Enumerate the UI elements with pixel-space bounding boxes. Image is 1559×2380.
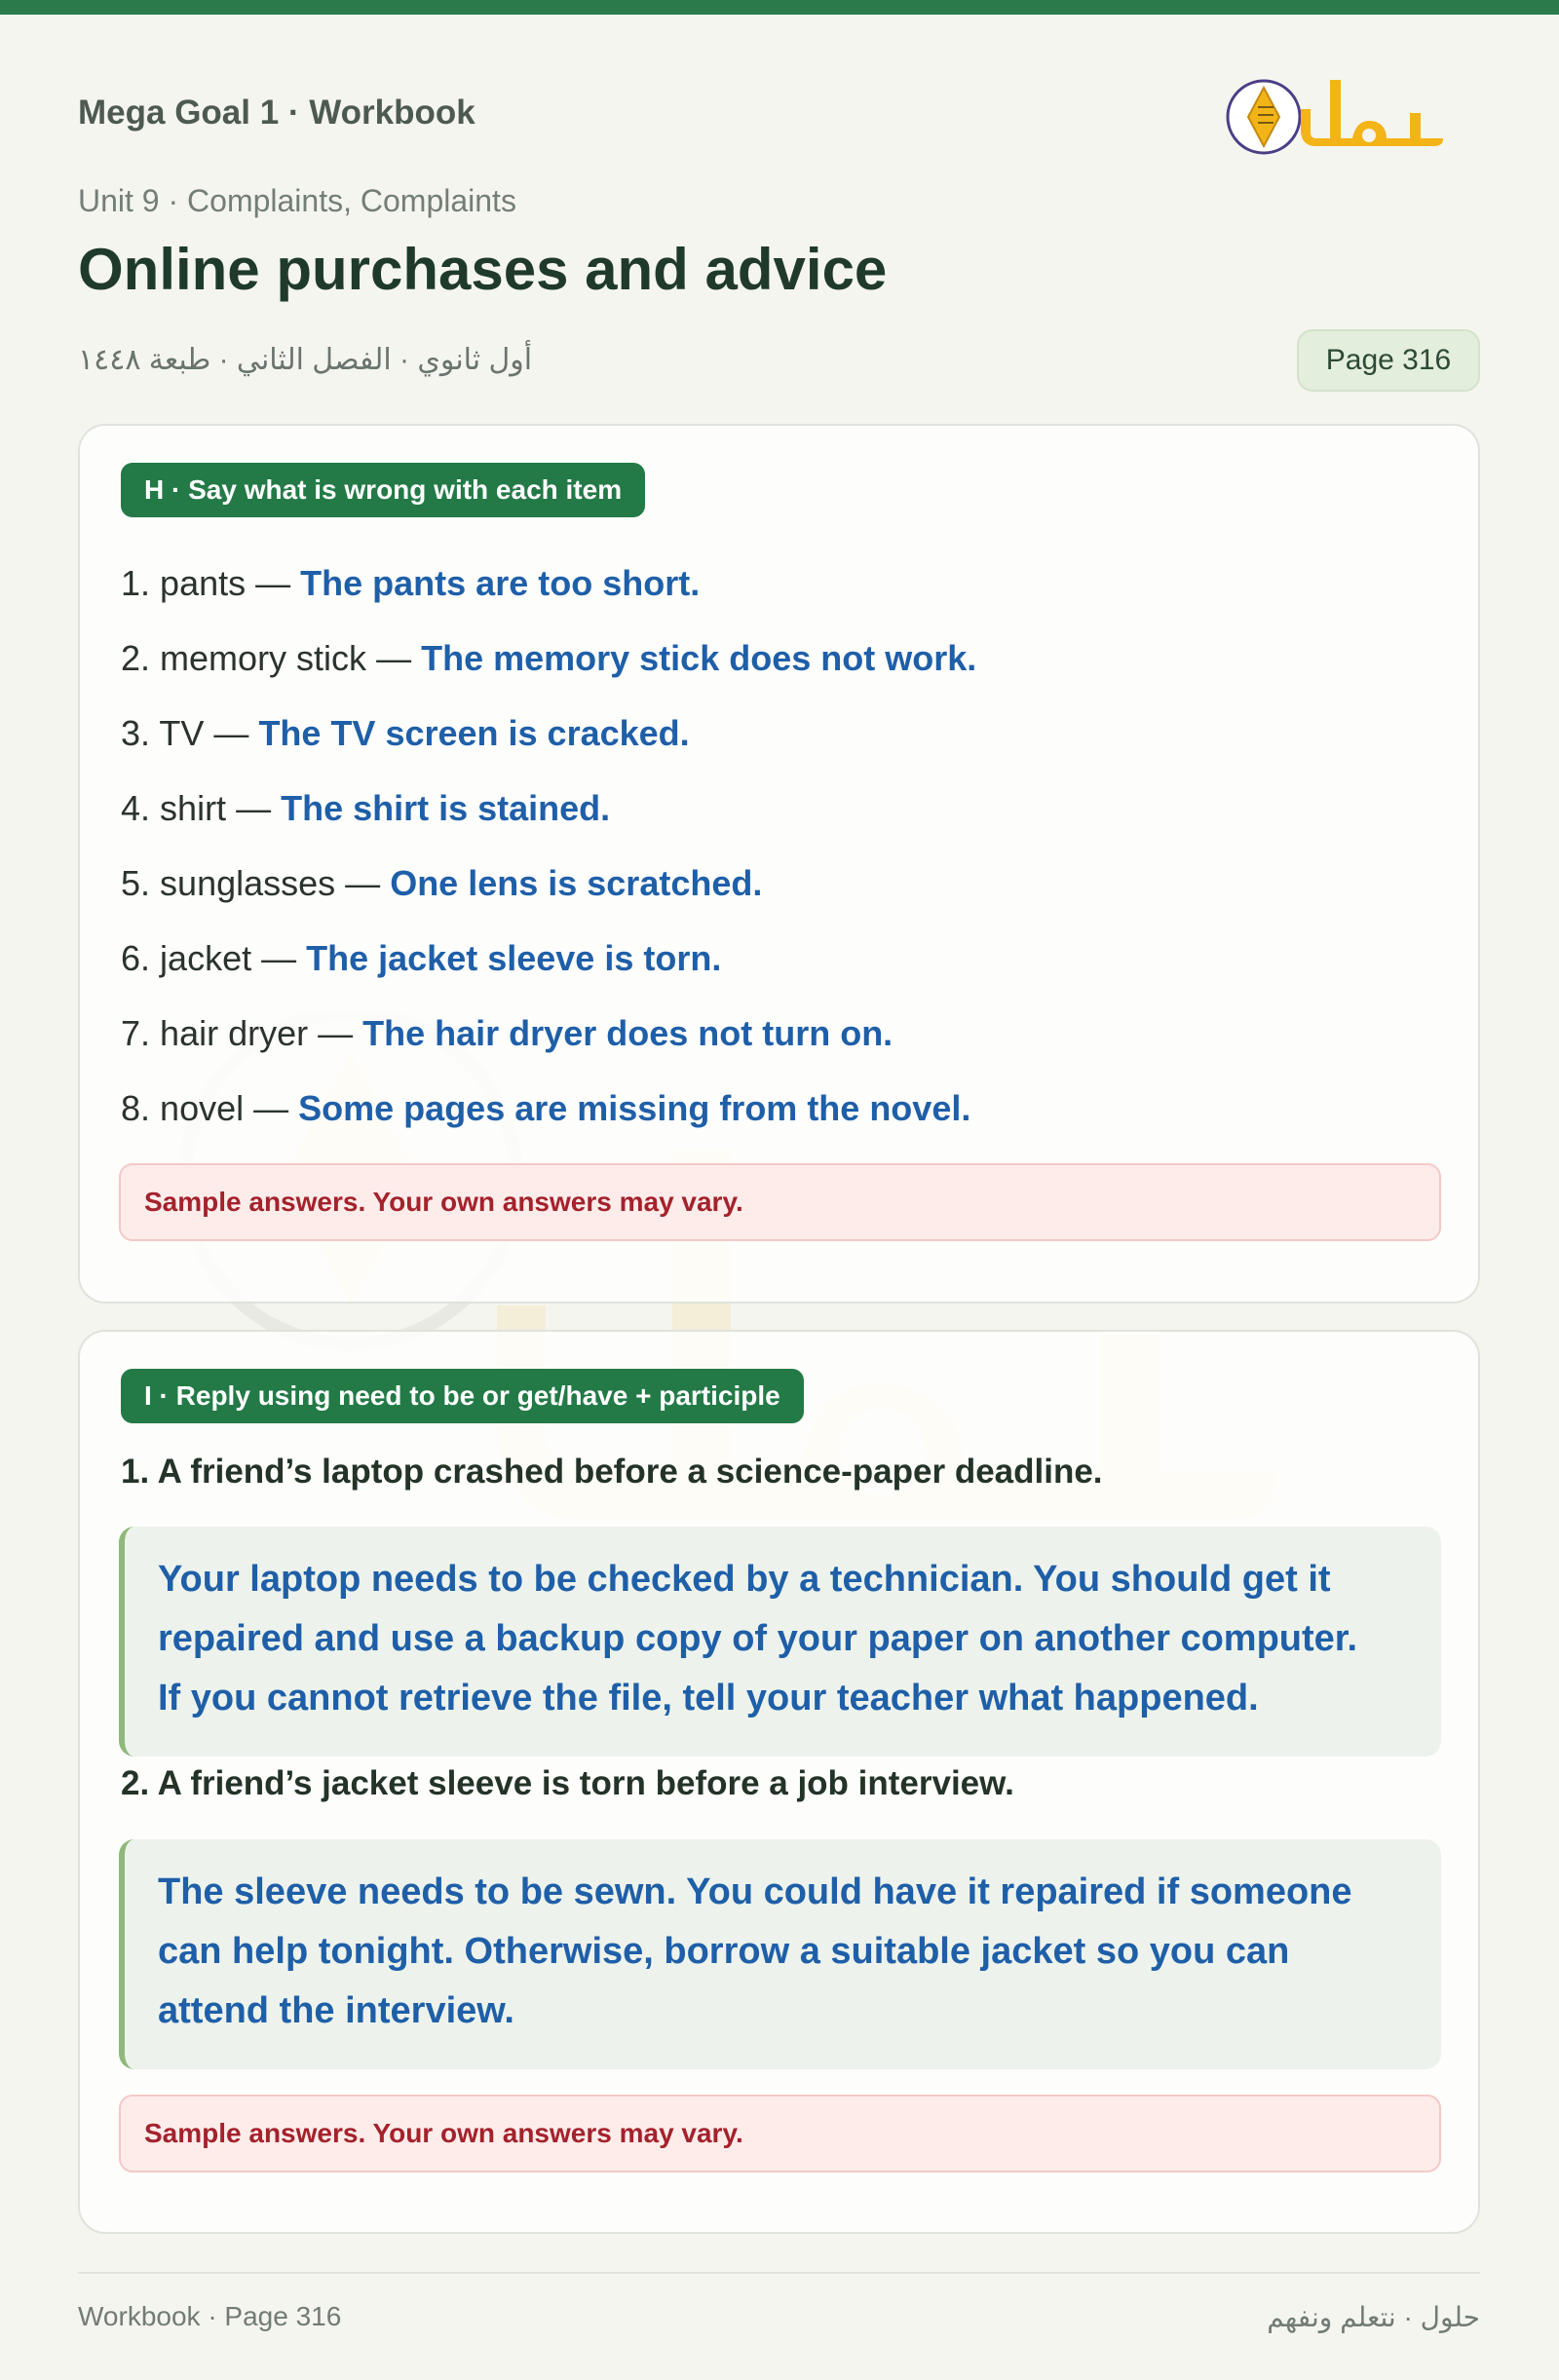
item-word: novel [160, 1088, 245, 1128]
footer-page-label: Workbook · Page 316 [78, 2301, 342, 2331]
item-answer: Some pages are missing from the novel. [298, 1088, 971, 1128]
section-i-label: I · Reply using need to be or get/have + participle [121, 1369, 804, 1423]
item-number: 3. [121, 713, 151, 753]
item-answer: The TV screen is cracked. [258, 713, 690, 753]
list-item [121, 635, 976, 710]
list-item [121, 560, 976, 635]
item-dash: — [255, 563, 291, 603]
page-title: Online purchases and advice [78, 237, 888, 302]
list-item [121, 860, 976, 935]
item-number: 4. [121, 788, 151, 828]
answer-line: The sleeve needs to be sewn. You could have it repaired if someone [158, 1871, 1352, 1912]
unit-subtitle: Unit 9 · Complaints, Complaints [78, 183, 516, 218]
sample-answers-note: Sample answers. Your own answers may vary. [119, 2095, 1441, 2172]
item-word: hair dryer [160, 1013, 309, 1053]
item-word: TV [159, 713, 205, 753]
item-dash: — [376, 638, 412, 678]
item-word: memory stick [160, 638, 367, 678]
workbook-brand: Mega Goal 1 · Workbook [78, 94, 475, 132]
item-answer: The shirt is stained. [281, 788, 611, 828]
sample-answers-note: Sample answers. Your own answers may vary. [119, 1163, 1441, 1241]
item-word: sunglasses [160, 863, 336, 903]
section-h-answer-list [121, 560, 976, 1160]
item-number: 5. [121, 863, 151, 903]
item-number: 6. [121, 938, 151, 978]
item-answer: The pants are too short. [300, 563, 701, 603]
page-number-badge: Page 316 [1297, 329, 1480, 392]
item-dash: — [213, 713, 249, 753]
item-dash: — [253, 1088, 289, 1128]
answer-box-2 [119, 1839, 1441, 2069]
item-dash: — [345, 863, 381, 903]
top-accent-bar [0, 0, 1559, 15]
section-h-label: H · Say what is wrong with each item [121, 463, 645, 517]
item-answer: The memory stick does not work. [421, 638, 977, 678]
section-i-card [78, 1330, 1480, 2234]
item-number: 8. [121, 1088, 151, 1128]
answer-line: If you cannot retrieve the file, tell your teacher what happened. [158, 1678, 1259, 1719]
item-answer: The jacket sleeve is torn. [306, 938, 722, 978]
answer-line: attend the interview. [158, 1990, 514, 2031]
hulul-logo [1223, 58, 1466, 166]
grade-term-edition: أول ثانوي · الفصل الثاني · طبعة ١٤٤٨ [78, 344, 533, 376]
footer-tagline: حلول · نتعلم ونفهم [1267, 2302, 1480, 2332]
item-dash: — [261, 938, 297, 978]
section-h-card [78, 424, 1480, 1303]
question-2: 2. A friend’s jacket sleeve is torn before a job interview. [121, 1764, 1014, 1802]
question-1: 1. A friend’s laptop crashed before a science-paper deadline. [121, 1453, 1103, 1491]
item-answer: One lens is scratched. [390, 863, 763, 903]
item-dash: — [318, 1013, 354, 1053]
item-number: 2. [121, 638, 151, 678]
item-number: 7. [121, 1013, 151, 1053]
item-word: jacket [160, 938, 252, 978]
list-item [121, 785, 976, 860]
item-word: shirt [160, 788, 227, 828]
list-item [121, 1085, 976, 1160]
footer-divider [78, 2272, 1480, 2274]
list-item [121, 935, 976, 1010]
item-number: 1. [121, 563, 151, 603]
list-item [121, 710, 976, 785]
answer-line: Your laptop needs to be checked by a technician. You should get it [158, 1559, 1331, 1600]
answer-box-1 [119, 1527, 1441, 1757]
logo-text: حلول [1223, 58, 1226, 59]
item-dash: — [236, 788, 272, 828]
item-word: pants [160, 563, 247, 603]
answer-line: can help tonight. Otherwise, borrow a suitable jacket so you can [158, 1931, 1290, 1972]
answer-line: repaired and use a backup copy of your paper on another computer. [158, 1618, 1358, 1659]
item-answer: The hair dryer does not turn on. [362, 1013, 894, 1053]
list-item [121, 1010, 976, 1085]
